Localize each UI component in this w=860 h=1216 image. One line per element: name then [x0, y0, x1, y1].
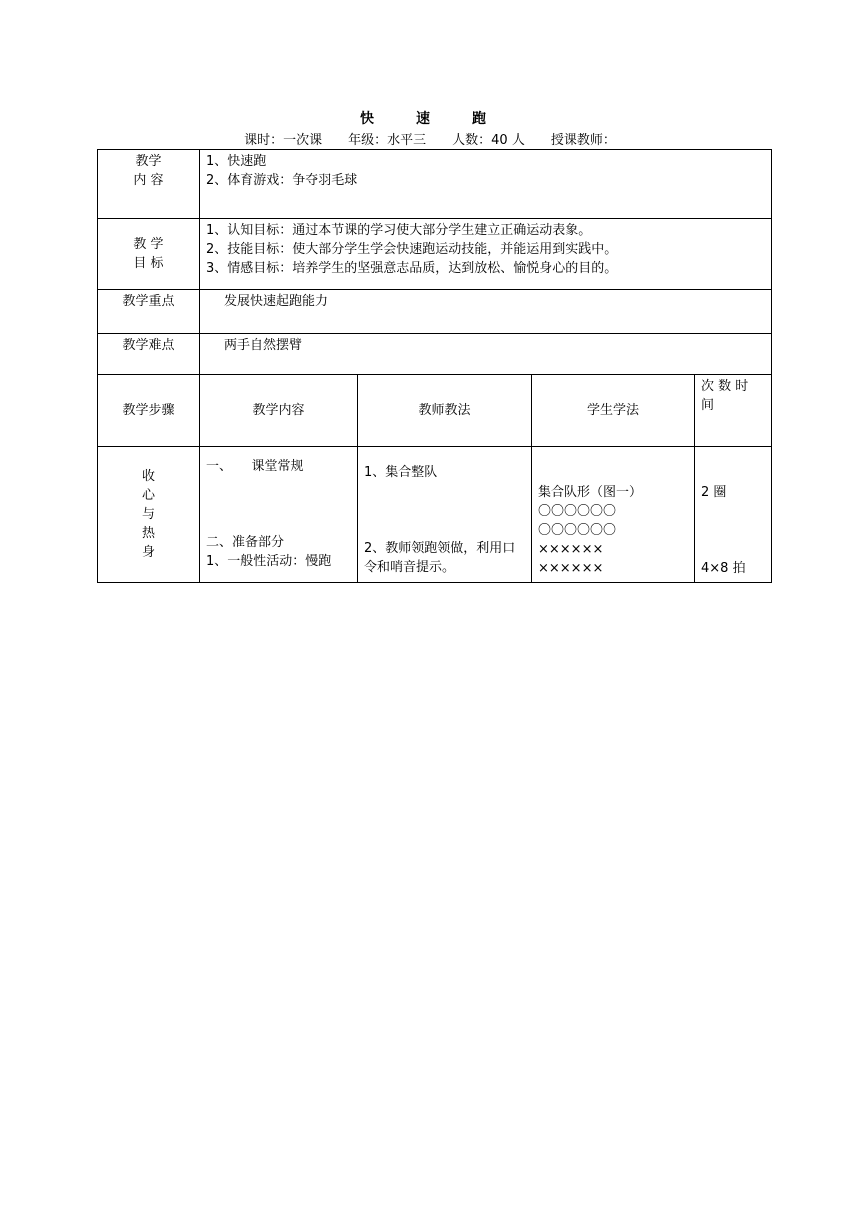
row-key-point [98, 290, 772, 334]
difficulty-value: 两手自然摆臂 [200, 334, 772, 375]
formation-row-1: 〇〇〇〇〇〇 [538, 504, 617, 519]
formation-row-2: 〇〇〇〇〇〇 [538, 523, 617, 538]
objective-item-3: 3、情感目标：培养学生的坚强意志品质，达到放松、愉悦身心的目的。 [206, 261, 618, 276]
difficulty-label: 教学难点 [98, 334, 200, 375]
warmup-label-3: 与 [141, 507, 155, 522]
objectives-label-line2: 目 标 [133, 256, 164, 271]
warmup-student-1: 集合队形（图一） [538, 485, 643, 500]
content-label-line2: 内 容 [133, 173, 164, 188]
warmup-time-1: 2 圈 [701, 485, 727, 500]
key-point-label: 教学重点 [98, 290, 200, 334]
warmup-label-2: 心 [141, 488, 155, 503]
warmup-time-2: 4×8 拍 [701, 561, 746, 576]
objectives-items-cell [200, 219, 772, 290]
objective-item-1: 1、认知目标：通过本节课的学习使大部分学生建立正确运动表象。 [206, 223, 592, 238]
row-steps-header [98, 375, 772, 447]
warmup-teacher-1: 1、集合整队 [364, 465, 438, 480]
row-warmup [98, 447, 772, 583]
row-content [98, 150, 772, 219]
warmup-content-cell [200, 447, 358, 583]
warmup-label-5: 身 [141, 545, 155, 560]
row-objectives [98, 219, 772, 290]
content-label-line1: 教学 [135, 154, 162, 169]
content-label-cell [98, 150, 200, 219]
warmup-content-1: 一、 课堂常规 [206, 459, 304, 474]
warmup-label-cell [98, 447, 200, 583]
warmup-label-1: 收 [141, 469, 155, 484]
header-student-method: 学生学法 [532, 375, 695, 447]
page-subtitle: 课时：一次课 年级：水平三 人数：40 人 授课教师： [244, 133, 616, 148]
warmup-content-2: 二、准备部分 [206, 535, 285, 550]
content-item-2: 2、体育游戏：争夺羽毛球 [206, 173, 358, 188]
page-title: 快 速 跑 [360, 111, 500, 127]
objectives-label-cell [98, 219, 200, 290]
lesson-plan-table [97, 149, 772, 583]
header-teacher-method: 教师教法 [358, 375, 532, 447]
formation-row-3: ×××××× [538, 542, 604, 557]
warmup-label-4: 热 [141, 526, 155, 541]
header-times: 次 数 时 间 [695, 375, 772, 447]
header-steps: 教学步骤 [98, 375, 200, 447]
warmup-teacher-2: 2、教师领跑领做，利用口令和哨音提示。 [364, 541, 516, 575]
warmup-times-cell [695, 447, 772, 583]
objective-item-2: 2、技能目标：使大部分学生学会快速跑运动技能，并能运用到实践中。 [206, 242, 618, 257]
header-content: 教学内容 [200, 375, 358, 447]
row-difficulty [98, 334, 772, 375]
content-item-1: 1、快速跑 [206, 154, 267, 169]
warmup-content-3: 1、一般性活动：慢跑 [206, 554, 332, 569]
objectives-label-line1: 教 学 [133, 237, 164, 252]
key-point-value: 发展快速起跑能力 [200, 290, 772, 334]
content-items-cell [200, 150, 772, 219]
formation-row-4: ×××××× [538, 561, 604, 576]
warmup-student-cell [532, 447, 695, 583]
warmup-teacher-cell [358, 447, 532, 583]
